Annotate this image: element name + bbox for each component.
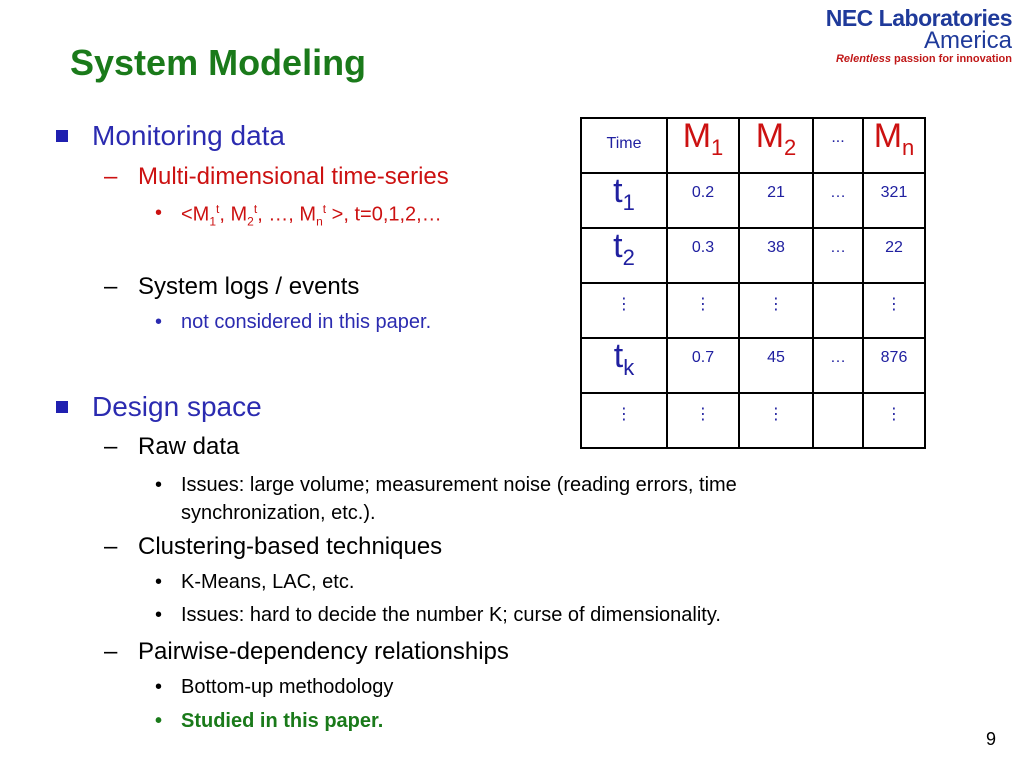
table-cell: … — [813, 338, 863, 393]
page-number: 9 — [985, 729, 996, 749]
bullet-tuple: • $<M_1^t$, $M_2^t$, …, $M_n^t$ >, t=0,1,2,… — [155, 202, 442, 229]
table-cell: 0.7 — [667, 338, 739, 393]
header-time: Time — [581, 118, 667, 173]
bullet-multi-dimensional: – Multi-dimensional time-series — [104, 163, 449, 190]
bullet-raw-issues: • Issues: large volume; measurement noise (reading errors, time synchronization, etc.). — [155, 474, 737, 524]
bullet-studied: • Studied in this paper. — [155, 710, 384, 732]
table-cell: ⋮ — [739, 283, 813, 338]
table-row — [581, 338, 925, 393]
logo-tagline: Relentless passion for innovation — [835, 53, 1012, 65]
table-row — [581, 228, 925, 283]
header-m1: $M_1$ — [667, 118, 739, 173]
square-bullet-icon — [56, 130, 68, 142]
header-m2: $M_2$ — [739, 118, 813, 173]
bullet-system-logs: – System logs / events — [104, 273, 360, 300]
bullet-kmeans: • K-Means, LAC, etc. — [155, 571, 355, 593]
logo-line2: America — [923, 27, 1012, 54]
table-cell: ⋮ — [863, 283, 925, 338]
bullet-pairwise: – Pairwise-dependency relationships — [104, 638, 509, 665]
header-dots: ... — [813, 118, 863, 173]
time-series-table — [580, 117, 926, 449]
logo-line1: NEC Laboratories — [825, 5, 1012, 31]
row-time-label: $t_1$ — [581, 173, 667, 228]
bullet-monitoring-data: Monitoring data — [92, 120, 285, 152]
table-row — [581, 173, 925, 228]
table-cell: 38 — [739, 228, 813, 283]
table-cell — [813, 393, 863, 448]
bullet-cluster-issues: • Issues: hard to decide the number K; curse of dimensionality. — [155, 604, 721, 626]
row-time-label: $t_2$ — [581, 228, 667, 283]
table-cell: 0.2 — [667, 173, 739, 228]
nec-logo — [826, 6, 1012, 66]
table-cell: 45 — [739, 338, 813, 393]
table-cell: ⋮ — [863, 393, 925, 448]
bullet-design-space: Design space — [92, 391, 262, 423]
table-cell: … — [813, 228, 863, 283]
table-cell: … — [813, 173, 863, 228]
table-cell: ⋮ — [739, 393, 813, 448]
bullet-raw-data: – Raw data — [104, 433, 240, 460]
table-cell: 0.3 — [667, 228, 739, 283]
table-cell: ⋮ — [581, 283, 667, 338]
table-cell: ⋮ — [667, 393, 739, 448]
table-cell: ⋮ — [581, 393, 667, 448]
table-ellipsis-row — [581, 283, 925, 338]
table-header-row — [581, 118, 925, 173]
slide-title: System Modeling — [70, 42, 367, 83]
table-ellipsis-row — [581, 393, 925, 448]
bullet-bottom-up: • Bottom-up methodology — [155, 676, 394, 698]
square-bullet-icon — [56, 401, 68, 413]
table-cell: 321 — [863, 173, 925, 228]
table-cell — [813, 283, 863, 338]
bullet-clustering: – Clustering-based techniques — [104, 533, 443, 560]
row-time-label: $t_k$ — [581, 338, 667, 393]
table-cell: 21 — [739, 173, 813, 228]
header-mn: $M_n$ — [863, 118, 925, 173]
table-cell: 22 — [863, 228, 925, 283]
bullet-not-considered: • not considered in this paper. — [155, 311, 432, 333]
table-cell: 876 — [863, 338, 925, 393]
table-cell: ⋮ — [667, 283, 739, 338]
